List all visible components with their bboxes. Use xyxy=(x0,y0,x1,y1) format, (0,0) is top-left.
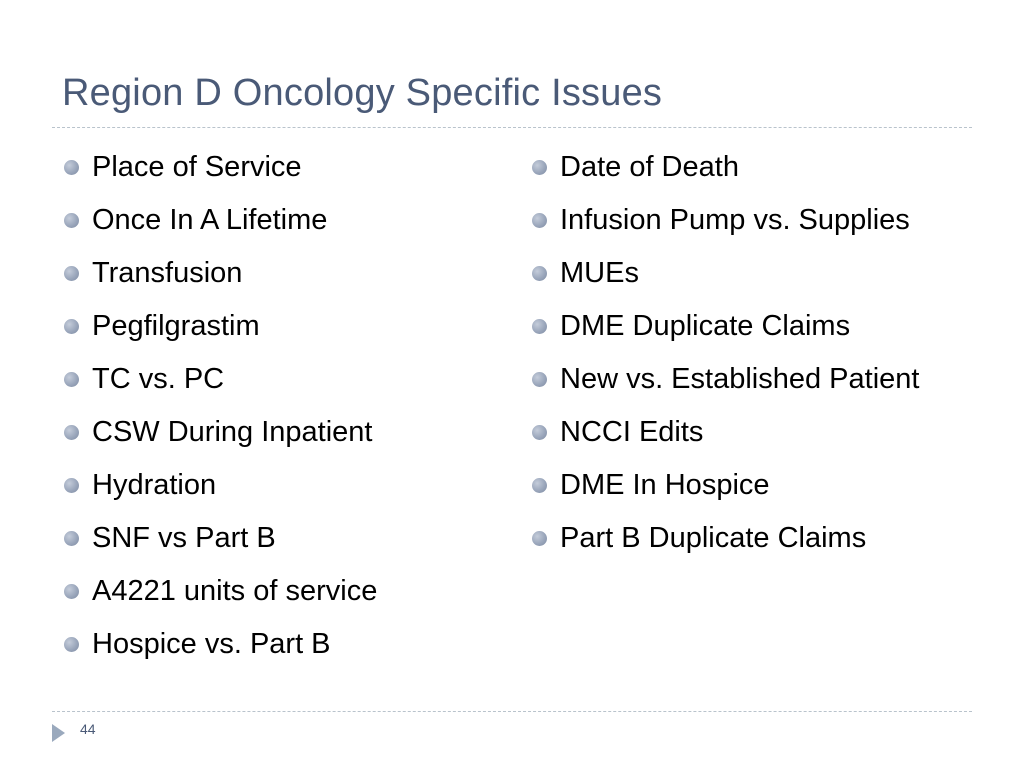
list-item-text: Date of Death xyxy=(560,151,739,183)
slide-title: Region D Oncology Specific Issues xyxy=(62,72,663,114)
list-item xyxy=(530,199,970,242)
bullet-dot-icon xyxy=(64,372,79,387)
list-item xyxy=(530,146,970,189)
bullet-dot-icon xyxy=(532,266,547,281)
list-item-text: Hydration xyxy=(92,469,217,501)
bullet-dot-icon xyxy=(532,478,547,493)
list-item xyxy=(62,252,502,295)
list-item xyxy=(62,464,502,507)
list-item-text: Once In A Lifetime xyxy=(92,204,328,236)
list-item-text: SNF vs Part B xyxy=(92,522,276,554)
list-item xyxy=(62,623,502,666)
list-item xyxy=(62,358,502,401)
left-bullet-list xyxy=(62,146,502,676)
list-item xyxy=(62,411,502,454)
page-number: 44 xyxy=(80,721,96,737)
bullet-dot-icon xyxy=(64,531,79,546)
footer-divider xyxy=(52,711,972,712)
bullet-dot-icon xyxy=(532,425,547,440)
bullet-dot-icon xyxy=(64,584,79,599)
list-item xyxy=(62,570,502,613)
list-item-text: DME In Hospice xyxy=(560,469,770,501)
list-item-text: MUEs xyxy=(560,257,639,289)
list-item-text: DME Duplicate Claims xyxy=(560,310,851,342)
list-item-text: Transfusion xyxy=(92,257,243,289)
list-item xyxy=(62,305,502,348)
bullet-dot-icon xyxy=(64,319,79,334)
list-item xyxy=(530,464,970,507)
bullet-dot-icon xyxy=(532,319,547,334)
title-divider xyxy=(52,127,972,128)
list-item xyxy=(530,517,970,560)
list-item xyxy=(530,411,970,454)
page-arrow-icon xyxy=(52,724,65,742)
bullet-dot-icon xyxy=(64,637,79,652)
list-item-text: NCCI Edits xyxy=(560,416,704,448)
list-item-text: TC vs. PC xyxy=(92,363,225,395)
bullet-dot-icon xyxy=(64,425,79,440)
list-item-text: A4221 units of service xyxy=(92,575,378,607)
list-item xyxy=(530,358,970,401)
bullet-dot-icon xyxy=(532,213,547,228)
list-item-text: Infusion Pump vs. Supplies xyxy=(560,204,910,236)
list-item-text: New vs. Established Patient xyxy=(560,363,920,395)
bullet-dot-icon xyxy=(64,266,79,281)
bullet-dot-icon xyxy=(532,160,547,175)
list-item xyxy=(62,199,502,242)
list-item-text: CSW During Inpatient xyxy=(92,416,373,448)
list-item-text: Pegfilgrastim xyxy=(92,310,260,342)
bullet-dot-icon xyxy=(64,213,79,228)
list-item xyxy=(62,517,502,560)
list-item-text: Place of Service xyxy=(92,151,302,183)
bullet-dot-icon xyxy=(532,531,547,546)
right-bullet-list xyxy=(530,146,970,570)
list-item xyxy=(530,252,970,295)
list-item xyxy=(530,305,970,348)
list-item-text: Hospice vs. Part B xyxy=(92,628,331,660)
list-item xyxy=(62,146,502,189)
bullet-dot-icon xyxy=(64,478,79,493)
bullet-dot-icon xyxy=(532,372,547,387)
bullet-dot-icon xyxy=(64,160,79,175)
list-item-text: Part B Duplicate Claims xyxy=(560,522,867,554)
